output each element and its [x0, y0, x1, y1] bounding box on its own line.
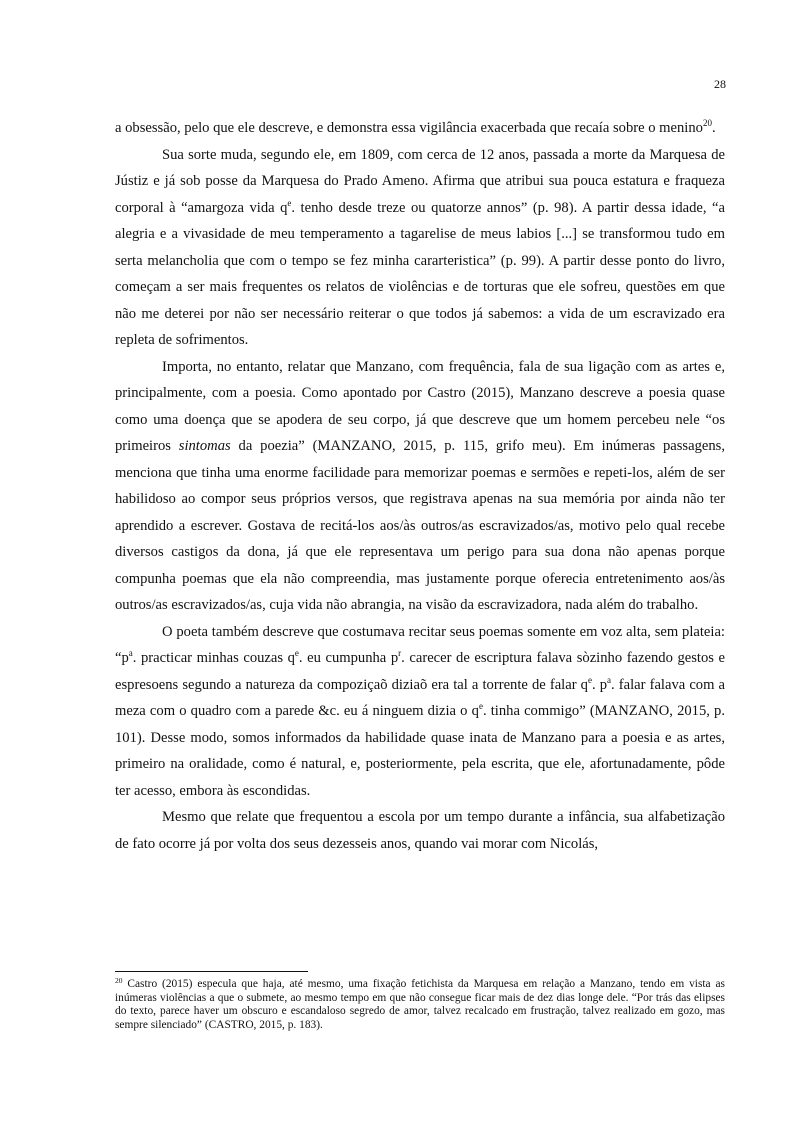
text-run: da poezia” (MANZANO, 2015, p. 115, grifo meu). Em inúmeras passagens, menciona que tinha uma enorme facilidade para memorizar poemas e sermões e repeti-los, além de ser habilidoso ao compor seus próprios versos, que registrava apenas na sua memória por ainda não ter aprendido a escrever. Gostava de recitá-los aos/às outros/as escravizados/as, motivo pelo qual recebe diversos castigos da dona, já que ele representava um perigo para sua dona não apenas porque compunha poemas que ela não compreendia, mas justamente porque oferecia entretenimento aos/às outros/as escravizados/as, cuja vida não abrangia, na visão da escravizadora, nada além do trabalho. [115, 438, 725, 613]
text-run: O poeta também descreve que costumava recitar seus poemas somente em voz alta, sem plateia: “p [115, 623, 725, 666]
paragraph [115, 804, 725, 857]
superscript-abbreviation: e [587, 674, 592, 685]
superscript-abbreviation: e [478, 701, 483, 711]
text-run: . tinha commigo” (MANZANO, 2015, p. 101). Desse modo, somos informados da habilidade quase inata de Manzano para a poesia e as artes, primeiro na oralidade, como é natural, e, posteriormente, pela escrita, que ele, afortunadamente, pôde ter acesso, embora às escondidas. [115, 703, 725, 799]
footnote [115, 978, 725, 1032]
text-run: . [711, 120, 716, 136]
text-run: Sua sorte muda, segundo ele, em 1809, com cerca de 12 anos, passada a morte da Marquesa de Jústiz e já sob posse da Marquesa do Prado Ameno. Afirma que atribui sua pouca estatura e fraqueza corporal à “amargoza vida q [115, 146, 725, 216]
footnote-number: 20 [115, 976, 123, 985]
body-text [115, 115, 725, 857]
text-run: . p [591, 676, 608, 693]
superscript-abbreviation: a [607, 674, 612, 685]
text-run: . carecer de escriptura falava sòzinho fazendo gestos e espresoens segundo a natureza da compoziçaõ diziaõ era tal a torrente de falar q [115, 650, 725, 693]
text-run: Mesmo que relate que frequentou a escola por um tempo durante a infância, sua alfabetização de fato ocorre já por volta dos seus dezesseis anos, quando vai morar com Nicolás, [115, 809, 725, 852]
text-run: . eu cumpunha p [298, 650, 399, 666]
footnote-body: Castro (2015) especula que haja, até mesmo, uma fixação fetichista da Marquesa em relação a Manzano, tendo em vista as inúmeras violências a que o submete, ao mesmo tempo em que não consegue ficar mais de dez dias longe dele. “Por trás das elipses do texto, parece haver um obscuro e escandaloso segredo de amor, talvez recalcado em frustração, talvez realizado em gozo, mas sempre silenciado” (CASTRO, 2015, p. 183). [115, 978, 725, 1031]
text-run: . tenho desde treze ou quatorze annos” (p. 98). A partir dessa idade, “a alegria e a vivasidade de meu temperamento a tagarelise de meus labios [...] se transformou tudo em serta melancholia que com o tempo se fez minha cararteristica” (p. 99). A partir desse ponto do livro, começam a ser mais frequentes os relatos de violências e de torturas que ele sofreu, questões em que não me deterei por não ser necessário reiterar o que todos já sabemos: a vida de um escravizado era repleta de sofrimentos. [115, 199, 726, 348]
text-run: . practicar minhas couzas q [132, 650, 295, 666]
paragraph [115, 619, 725, 805]
superscript-abbreviation: e [294, 648, 299, 658]
text-run: a obsessão, pelo que ele descreve, e demonstra essa vigilância exacerbada que recaía sobre o menino [115, 120, 703, 136]
paragraph [115, 354, 725, 619]
text-run: . falar falava com a meza com o quadro com a parede &c. eu á ninguem dizia o q [115, 676, 726, 719]
emphasis: sintomas [178, 438, 231, 454]
text-run: Importa, no entanto, relatar que Manzano, com frequência, fala de sua ligação com as artes e, principalmente, com a poesia. Como apontado por Castro (2015), Manzano descreve a poesia quase como uma doença que se apodera de seu corpo, já que descreve que um homem percebeu nele “os primeiros [115, 358, 725, 454]
paragraph [115, 142, 725, 354]
page-number: 28 [714, 77, 726, 91]
superscript-abbreviation: r [398, 648, 402, 658]
superscript-abbreviation: e [287, 197, 292, 208]
footnote-text [115, 978, 725, 1032]
superscript-abbreviation: a [128, 648, 133, 658]
footnote-separator [115, 971, 308, 972]
footnote-reference: 20 [702, 118, 712, 128]
paragraph [115, 115, 725, 142]
